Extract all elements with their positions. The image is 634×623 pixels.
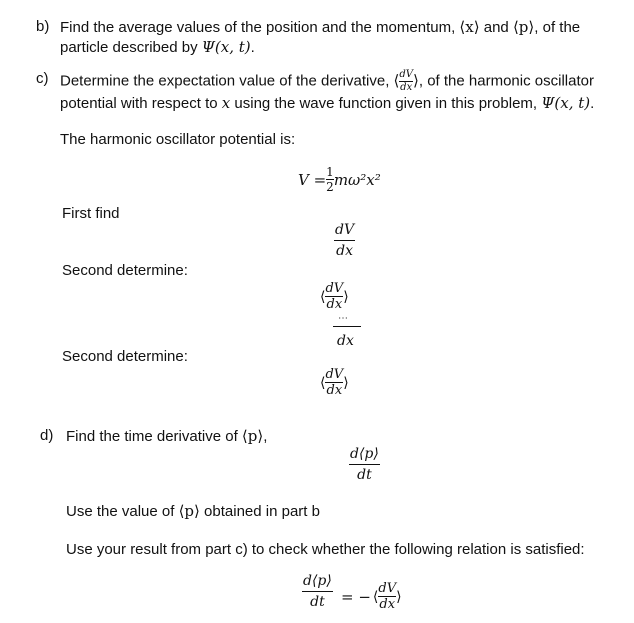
dots: ⋯ (338, 313, 348, 324)
x-variable: x (221, 94, 231, 112)
wavefunction: Ψ(x, t) (201, 38, 251, 56)
left-angle-3: ⟨ (372, 588, 379, 605)
inline-dv: dV (399, 69, 414, 80)
right-angle-2: ⟩ (343, 374, 349, 391)
wavefunction-2: Ψ(x, t) (541, 94, 591, 112)
dpdt-bar (349, 464, 380, 465)
dv-dx-fraction (334, 222, 355, 259)
dv-numerator: dV (335, 222, 355, 238)
dx-denominator: dx (336, 243, 353, 259)
relation-rhs (341, 582, 402, 611)
dx-outer-denominator: dx (337, 333, 354, 349)
part-b-line1-end: , of the (534, 19, 581, 36)
part-b-text: Find the average values of the position and the momentum, (60, 19, 460, 36)
left-angle: ⟨ (393, 71, 400, 90)
v-equals: V = (298, 170, 327, 189)
second-determine-label-1: Second determine: (62, 262, 188, 279)
right-angle: ⟩ (413, 71, 419, 90)
dvdx-bar (334, 240, 355, 241)
part-d-label: d) (40, 427, 54, 444)
part-b-line2-end: . (250, 39, 255, 56)
part-b-line2 (60, 38, 255, 57)
dx-2: dx (326, 383, 343, 398)
relation-dp: d⟨p⟩ (303, 573, 332, 589)
potential-equation (298, 166, 381, 193)
and-text: and (479, 19, 513, 36)
part-d-line1-end: , (263, 428, 268, 445)
first-find-label: First find (62, 205, 120, 222)
half-den: 2 (326, 180, 334, 194)
v-rhs: mω²x² (333, 170, 381, 189)
inline-dx: dx (400, 82, 413, 93)
dvdx-fraction-1 (325, 282, 343, 311)
p-average-d: ⟨p⟩ (241, 427, 264, 445)
second-determine-label-2: Second determine: (62, 348, 188, 365)
use-value-end: obtained in part b (199, 503, 320, 520)
part-c-line1-end: , of the harmonic oscillator (418, 72, 594, 90)
x-average: ⟨x⟩ (459, 18, 480, 36)
expectation-dvdx-2 (320, 368, 349, 397)
equals-minus: = − (341, 587, 371, 606)
check-relation-line: Use your result from part c) to check whether the following relation is satisfied: (66, 541, 585, 558)
dvdx-fraction-2 (325, 368, 343, 397)
dv-2: dV (325, 367, 344, 382)
part-b-line2-text: particle described by (60, 39, 202, 56)
outer-bar (333, 326, 361, 327)
dvdx-inline-fraction (399, 70, 413, 93)
p-average-use: ⟨p⟩ (178, 502, 200, 520)
part-c-line1 (60, 70, 594, 93)
dp-dt-fraction (349, 446, 380, 483)
half-num: 1 (326, 165, 334, 179)
part-b-label: b) (36, 18, 50, 35)
right-angle-1: ⟩ (343, 288, 349, 305)
dt-denominator: dt (357, 467, 372, 483)
part-b-line1 (60, 18, 580, 37)
use-value-text: Use the value of (66, 503, 179, 520)
part-c-line2 (60, 94, 594, 113)
left-angle-1: ⟨ (320, 288, 326, 305)
use-value-line (66, 502, 320, 521)
relation-bar (302, 591, 333, 592)
part-d-line1 (66, 427, 267, 446)
relation-dt: dt (310, 594, 325, 610)
part-c-text: Determine the expectation value of the derivative, (60, 72, 394, 90)
p-average: ⟨p⟩ (512, 18, 535, 36)
dv-3: dV (378, 581, 397, 596)
dv-1: dV (325, 281, 344, 296)
dx-3: dx (379, 597, 396, 612)
part-c-label: c) (36, 70, 49, 87)
part-c-line2-start: potential with respect to (60, 95, 222, 112)
left-angle-2: ⟨ (320, 374, 326, 391)
part-d-text: Find the time derivative of (66, 428, 242, 445)
part-c-line2-mid: using the wave function given in this problem, (230, 95, 542, 112)
relation-dp-dt (302, 573, 333, 610)
dp-numerator: d⟨p⟩ (350, 446, 379, 462)
part-c-line2-end: . (590, 95, 595, 112)
potential-intro: The harmonic oscillator potential is: (60, 131, 296, 148)
dvdx-fraction-3 (378, 582, 396, 611)
right-angle-3: ⟩ (396, 588, 402, 605)
dx-1: dx (326, 297, 343, 312)
expectation-dvdx-1 (320, 282, 349, 311)
half-fraction (326, 166, 334, 193)
